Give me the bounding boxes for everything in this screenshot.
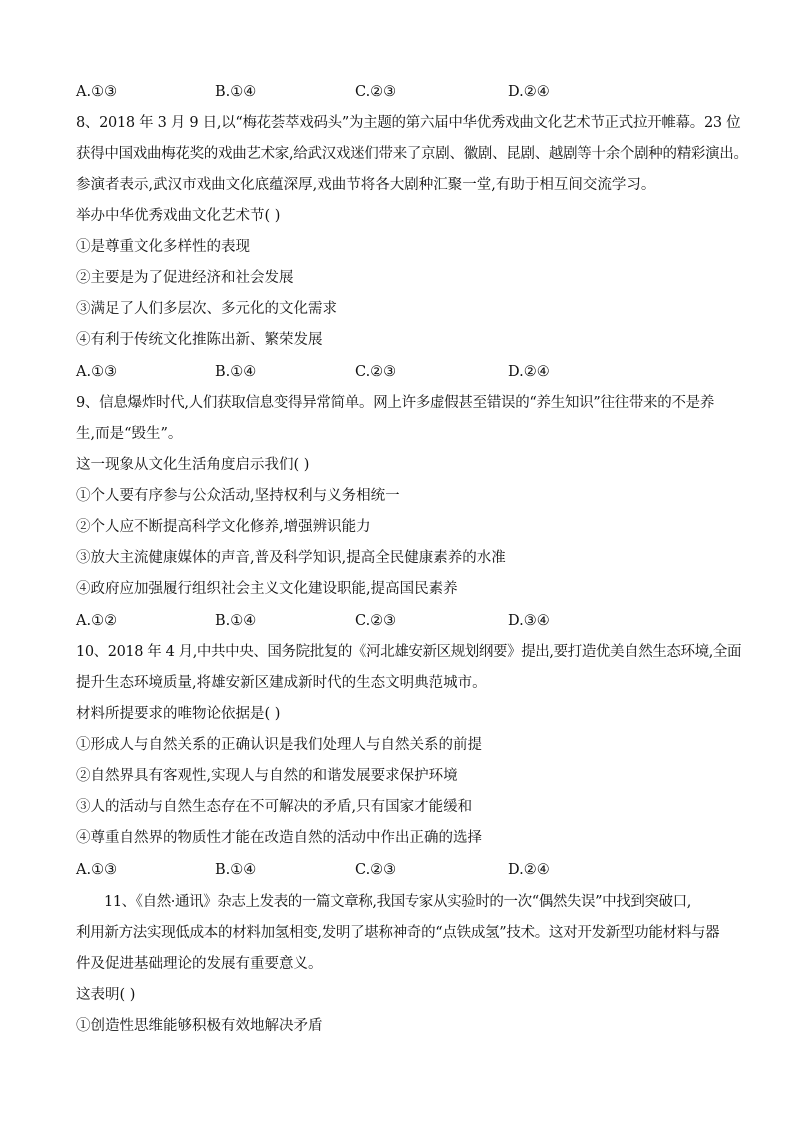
q10-option-d[interactable]: D.②④: [508, 862, 550, 878]
q10-item-3: ③人的活动与自然生态存在不可解决的矛盾,只有国家才能缓和: [76, 799, 473, 815]
q10-options: [76, 860, 736, 880]
q10-option-b[interactable]: B.①④: [215, 862, 257, 878]
q8-option-a[interactable]: A.①③: [76, 364, 118, 380]
q9-option-d[interactable]: D.③④: [508, 613, 550, 629]
q8-stem-line-1: 8、2018 年 3 月 9 日,以“梅花荟萃戏码头”为主题的第六届中华优秀戏曲文化艺术节正式拉开帷幕。23 位: [76, 115, 741, 131]
q8-option-b[interactable]: B.①④: [215, 364, 257, 380]
q8-stem-line-3: 参演者表示,武汉市戏曲文化底蕴深厚,戏曲节将各大剧种汇聚一堂,有助于相互间交流学习。: [76, 177, 656, 193]
q8-option-d[interactable]: D.②④: [508, 364, 550, 380]
q11-stem-line-1: 11、《自然·通讯》杂志上发表的一篇文章称,我国专家从实验时的一次“偶然失误”中找到突破口,: [104, 894, 691, 910]
q9-prompt: 这一现象从文化生活角度启示我们( ): [76, 457, 310, 473]
q7-options: [76, 82, 736, 102]
q10-item-2: ②自然界具有客观性,实现人与自然的和谐发展要求保护环境: [76, 768, 458, 784]
q9-item-1: ①个人要有序参与公众活动,坚持权利与义务相统一: [76, 488, 400, 504]
q8-prompt: 举办中华优秀戏曲文化艺术节( ): [76, 208, 281, 224]
q8-option-c[interactable]: C.②③: [355, 364, 397, 380]
q9-item-3: ③放大主流健康媒体的声音,普及科学知识,提高全民健康素养的水准: [76, 550, 506, 566]
q8-stem-line-2: 获得中国戏曲梅花奖的戏曲艺术家,给武汉戏迷们带来了京剧、徽剧、昆剧、越剧等十余个剧种的精彩演出。: [76, 146, 748, 162]
q9-options: [76, 611, 736, 631]
q10-stem-line-2: 提升生态环境质量,将雄安新区建成新时代的生态文明典范城市。: [76, 675, 487, 691]
q9-option-b[interactable]: B.①④: [215, 613, 257, 629]
q10-option-c[interactable]: C.②③: [355, 862, 397, 878]
q10-prompt: 材料所提要求的唯物论依据是( ): [76, 706, 281, 722]
q11-stem-line-3: 件及促进基础理论的发展有重要意义。: [76, 956, 323, 972]
q10-item-1: ①形成人与自然关系的正确认识是我们处理人与自然关系的前提: [76, 737, 482, 753]
q9-option-a[interactable]: A.①②: [76, 613, 118, 629]
q7-option-b[interactable]: B.①④: [215, 84, 257, 100]
q7-option-a[interactable]: A.①③: [76, 84, 118, 100]
q8-options: [76, 362, 736, 382]
q11-stem-line-2: 利用新方法实现低成本的材料加氢相变,发明了堪称神奇的“点铁成氢”技术。这对开发新型功能材料与器: [76, 925, 720, 941]
q9-option-c[interactable]: C.②③: [355, 613, 397, 629]
q9-stem-line-2: 生,而是“毁生”。: [76, 426, 183, 442]
q7-option-d[interactable]: D.②④: [508, 84, 550, 100]
q8-item-4: ④有利于传统文化推陈出新、繁荣发展: [76, 332, 323, 348]
q7-option-c[interactable]: C.②③: [355, 84, 397, 100]
q8-item-3: ③满足了人们多层次、多元化的文化需求: [76, 301, 337, 317]
q10-option-a[interactable]: A.①③: [76, 862, 118, 878]
q10-item-4: ④尊重自然界的物质性才能在改造自然的活动中作出正确的选择: [76, 830, 482, 846]
q9-stem-line-1: 9、信息爆炸时代,人们获取信息变得异常简单。网上许多虚假甚至错误的“养生知识”往往带来的不是养: [76, 395, 715, 411]
q11-item-1: ①创造性思维能够积极有效地解决矛盾: [76, 1018, 323, 1034]
q11-prompt: 这表明( ): [76, 987, 136, 1003]
q8-item-1: ①是尊重文化多样性的表现: [76, 239, 250, 255]
q10-stem-line-1: 10、2018 年 4 月,中共中央、国务院批复的《河北雄安新区规划纲要》提出,要打造优美自然生态环境,全面: [76, 644, 742, 660]
q9-item-4: ④政府应加强履行组织社会主义文化建设职能,提高国民素养: [76, 581, 458, 597]
q9-item-2: ②个人应不断提高科学文化修养,增强辨识能力: [76, 519, 371, 535]
q8-item-2: ②主要是为了促进经济和社会发展: [76, 270, 294, 286]
